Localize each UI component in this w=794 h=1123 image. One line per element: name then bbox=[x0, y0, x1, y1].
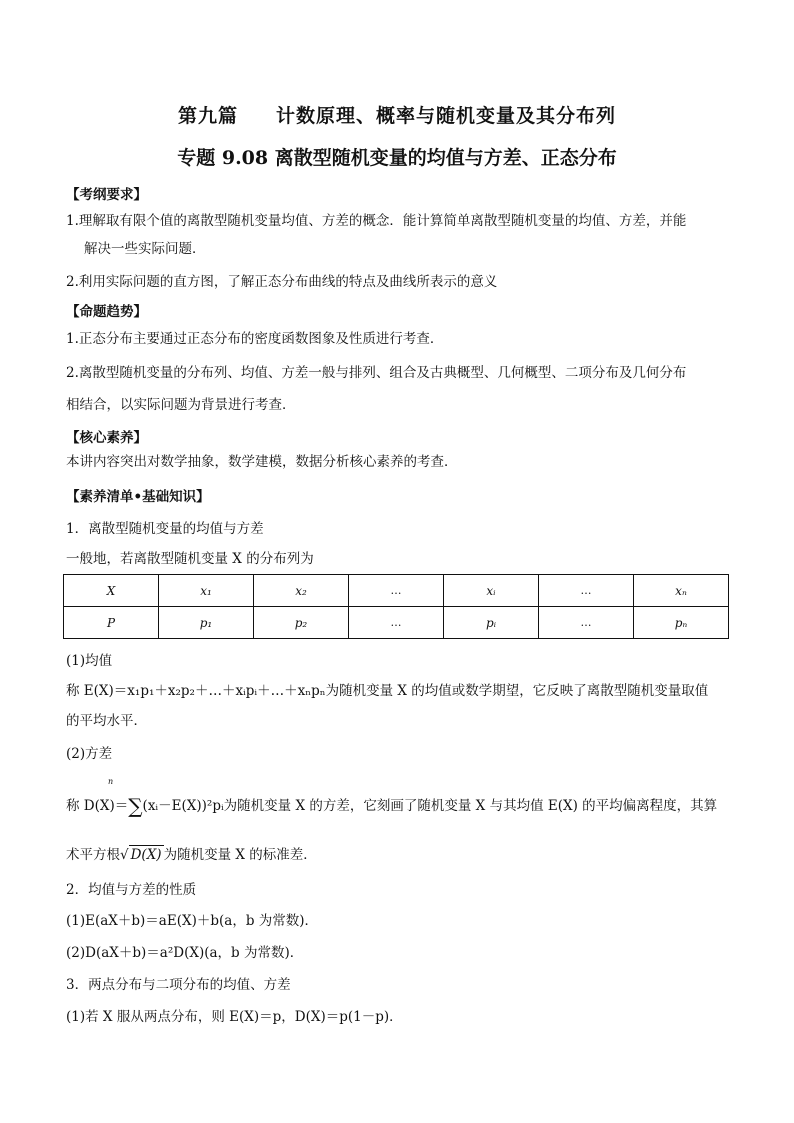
table-cell: … bbox=[349, 607, 444, 639]
variance-definition bbox=[66, 794, 718, 818]
sqrt-sign: √ bbox=[120, 847, 129, 863]
table-cell: X bbox=[64, 575, 159, 607]
std-rest: 为随机变量 X 的标准差． bbox=[163, 847, 317, 863]
table-cell: pₙ bbox=[634, 607, 729, 639]
table-cell: x₂ bbox=[254, 575, 349, 607]
property-1: (1)E(aX＋b)＝aE(X)＋b(a，b 为常数)． bbox=[66, 913, 319, 929]
subheading-properties: 2．均值与方差的性质 bbox=[66, 882, 197, 898]
sqrt-radicand: D(X) bbox=[130, 847, 162, 863]
heading-kaogang: 【考纲要求】 bbox=[66, 187, 147, 203]
table-cell: pᵢ bbox=[444, 607, 539, 639]
kaogang-item-1: 1.理解取有限个值的离散型随机变量均值、方差的概念．能计算简单离散型随机变量的均值、方差，并能 bbox=[66, 213, 687, 229]
std-definition bbox=[66, 845, 317, 864]
subheading-two-point-binomial: 3．两点分布与二项分布的均值、方差 bbox=[66, 977, 291, 993]
two-point-distribution: (1)若 X 服从两点分布，则 E(X)＝p，D(X)＝p(1－p)． bbox=[66, 1009, 403, 1025]
distribution-intro: 一般地，若离散型随机变量 X 的分布列为 bbox=[66, 551, 314, 567]
summation-symbol: ∑ bbox=[128, 794, 143, 818]
heading-mingti: 【命题趋势】 bbox=[66, 304, 147, 320]
sum-upper-limit: n bbox=[108, 777, 114, 786]
variance-prefix: 称 D(X)＝ bbox=[66, 798, 129, 814]
subheading-mean-variance: 1．离散型随机变量的均值与方差 bbox=[66, 521, 264, 537]
kaogang-item-2: 2.利用实际问题的直方图，了解正态分布曲线的特点及曲线所表示的意义 bbox=[66, 274, 498, 290]
heading-jichu: 【素养清单•基础知识】 bbox=[66, 489, 210, 505]
table-cell: … bbox=[539, 607, 634, 639]
mean-definition: 称 E(X)＝x₁p₁＋x₂p₂＋…＋xᵢpᵢ＋…＋xₙpₙ为随机变量 X 的均值或数学期望，它反映了离散型随机变量取值 bbox=[66, 683, 709, 699]
heading-hexin: 【核心素养】 bbox=[66, 430, 147, 446]
table-cell: x₁ bbox=[159, 575, 254, 607]
kaogang-item-1-cont: 解决一些实际问题． bbox=[84, 241, 206, 257]
variance-formula-rest: (xᵢ－E(X))²pᵢ为随机变量 X 的方差，它刻画了随机变量 X 与其均值 E(X) 的平均偏离程度，其算 bbox=[142, 798, 718, 814]
table-cell: P bbox=[64, 607, 159, 639]
table-row bbox=[64, 607, 729, 639]
table-cell: p₂ bbox=[254, 607, 349, 639]
chapter-name: 计数原理、概率与随机变量及其分布列 bbox=[276, 105, 617, 127]
table-cell: … bbox=[539, 575, 634, 607]
mingti-item-2-cont: 相结合，以实际问题为背景进行考查． bbox=[66, 397, 296, 413]
chapter-title bbox=[0, 101, 794, 128]
table-cell: xᵢ bbox=[444, 575, 539, 607]
mingti-item-2: 2.离散型随机变量的分布列、均值、方差一般与排列、组合及古典概型、几何概型、二项分布及几何分布 bbox=[66, 365, 687, 381]
property-2: (2)D(aX＋b)＝a²D(X)(a，b 为常数)． bbox=[66, 945, 304, 961]
variance-label: (2)方差 bbox=[66, 746, 113, 762]
distribution-table bbox=[63, 574, 729, 639]
table-cell: xₙ bbox=[634, 575, 729, 607]
mean-label: (1)均值 bbox=[66, 653, 113, 669]
topic-title: 专题 9.08 离散型随机变量的均值与方差、正态分布 bbox=[177, 147, 617, 169]
std-prefix: 术平方根 bbox=[66, 847, 120, 863]
table-cell: p₁ bbox=[159, 607, 254, 639]
table-row bbox=[64, 575, 729, 607]
mingti-item-1: 1.正态分布主要通过正态分布的密度函数图象及性质进行考查． bbox=[66, 331, 444, 347]
mean-definition-cont: 的平均水平． bbox=[66, 713, 147, 729]
hexin-text: 本讲内容突出对数学抽象，数学建模，数据分析核心素养的考查． bbox=[66, 454, 458, 470]
chapter-number: 第九篇 bbox=[177, 105, 238, 127]
table-cell: … bbox=[349, 575, 444, 607]
